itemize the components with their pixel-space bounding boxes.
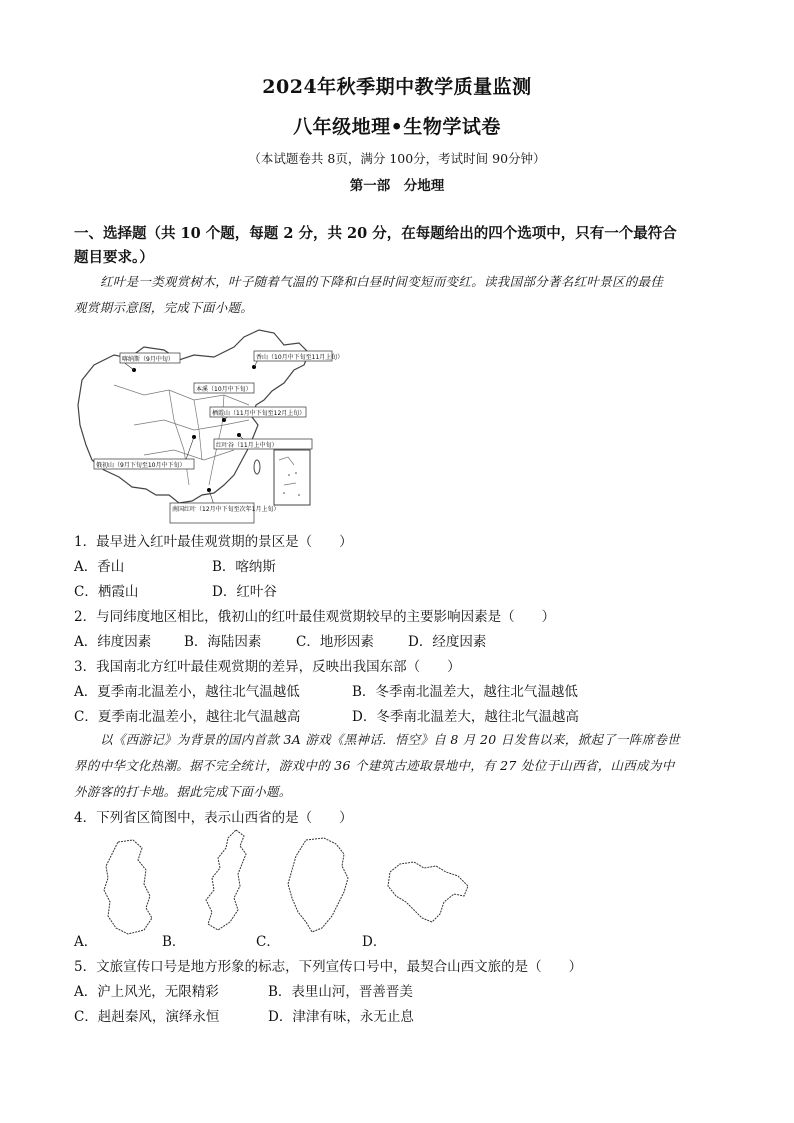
passage1-line2: 观赏期示意图，完成下面小题。 — [74, 300, 254, 315]
map-label-hongyegu: 红叶谷（11月上中旬） — [216, 442, 278, 449]
passage2-line3: 外游客的打卡地。据此完成下面小题。 — [74, 784, 292, 799]
south-sea-inset — [274, 450, 310, 505]
map-label-benxi: 本溪（10月中下旬） — [196, 386, 252, 393]
map-label-xiangshan: 香山（10月中下旬至11月上旬） — [256, 354, 344, 361]
q5-option-a[interactable]: A．沪上风光，无限精彩 — [74, 984, 219, 1000]
map-label-echushan: 俄初山（9月下旬至10月中下旬） — [96, 462, 186, 469]
map-label-kanas: 喀纳斯（9月中旬） — [122, 356, 174, 363]
china-outline-map — [74, 325, 344, 525]
section-heading-line2: 题目要求。） — [74, 249, 154, 266]
q5-option-b[interactable]: B．表里山河，晋善晋美 — [268, 984, 413, 1000]
q2-option-b[interactable]: B．海陆因素 — [184, 634, 262, 650]
q3-option-d[interactable]: D．冬季南北温差大，越往北气温越高 — [352, 709, 579, 725]
q1-option-c[interactable]: C．栖霞山 — [74, 584, 139, 600]
q2-option-d[interactable]: D．经度因素 — [408, 634, 487, 650]
passage1-line1: 红叶是一类观赏树木，叶子随着气温的下降和白昼时间变短而变红。读我国部分著名红叶景区的最佳 — [100, 274, 664, 289]
q3-option-c[interactable]: C．夏季南北温差小，越往北气温越高 — [74, 709, 301, 725]
q5-option-c[interactable]: C．赳赳秦风，演绎永恒 — [74, 1009, 220, 1025]
q3-stem: 3．我国南北方红叶最佳观赏期的差异，反映出我国东部（ ） — [74, 659, 461, 675]
passage2-line1: 以《西游记》为背景的国内首款 3A 游戏《黑神话．悟空》自 8 月 20 日发售以来，掀起了一阵席卷世 — [100, 732, 680, 747]
province-shape-b — [200, 828, 260, 936]
province-shape-c — [284, 836, 352, 934]
q3-option-a[interactable]: A．夏季南北温差小，越往北气温越低 — [74, 684, 300, 700]
q1-option-b[interactable]: B．喀纳斯 — [212, 559, 276, 575]
section-heading-line1: 一、选择题（共 10 个题，每题 2 分，共 20 分，在每题给出的四个选项中，只有一个最符合 — [74, 225, 677, 242]
map-label-qixiashan: 栖霞山（11月中下旬至12月上旬） — [212, 410, 306, 417]
q4-option-b[interactable]: B． — [162, 934, 186, 950]
map-label-nanguo: 南国红叶（12月中下旬至次年1月上旬） — [172, 506, 280, 513]
china-map-figure — [74, 325, 344, 525]
part-heading: 第一部 分地理 — [349, 178, 445, 194]
exam-title: 2024年秋季期中教学质量监测 — [262, 76, 532, 98]
province-shape-d — [384, 856, 474, 928]
q3-option-b[interactable]: B．冬季南北温差大，越往北气温越低 — [352, 684, 578, 700]
q4-option-d[interactable]: D． — [362, 934, 387, 950]
province-shape-a — [98, 838, 160, 938]
exam-subtitle: 八年级地理•生物学试卷 — [293, 116, 501, 138]
q5-option-d[interactable]: D．津津有味，永无止息 — [268, 1009, 414, 1025]
q4-option-a[interactable]: A． — [74, 934, 98, 950]
q1-option-a[interactable]: A．香山 — [74, 559, 125, 575]
exam-note: （本试题卷共 8页，满分 100分，考试时间 90分钟） — [248, 151, 546, 166]
q1-stem: 1．最早进入红叶最佳观赏期的景区是（ ） — [74, 534, 353, 550]
q5-stem: 5．文旅宣传口号是地方形象的标志，下列宣传口号中，最契合山西文旅的是（ ） — [74, 959, 583, 975]
q4-stem: 4．下列省区简图中，表示山西省的是（ ） — [74, 810, 353, 826]
q2-option-c[interactable]: C．地形因素 — [296, 634, 374, 650]
q1-option-d[interactable]: D．红叶谷 — [212, 584, 277, 600]
passage2-line2: 界的中华文化热潮。据不完全统计，游戏中的 36 个建筑古迹取景地中，有 27 处位于山西省，山西成为中 — [74, 758, 675, 773]
q4-option-c[interactable]: C． — [256, 934, 280, 950]
q2-option-a[interactable]: A．纬度因素 — [74, 634, 152, 650]
q2-stem: 2．与同纬度地区相比，俄初山的红叶最佳观赏期较早的主要影响因素是（ ） — [74, 609, 556, 625]
